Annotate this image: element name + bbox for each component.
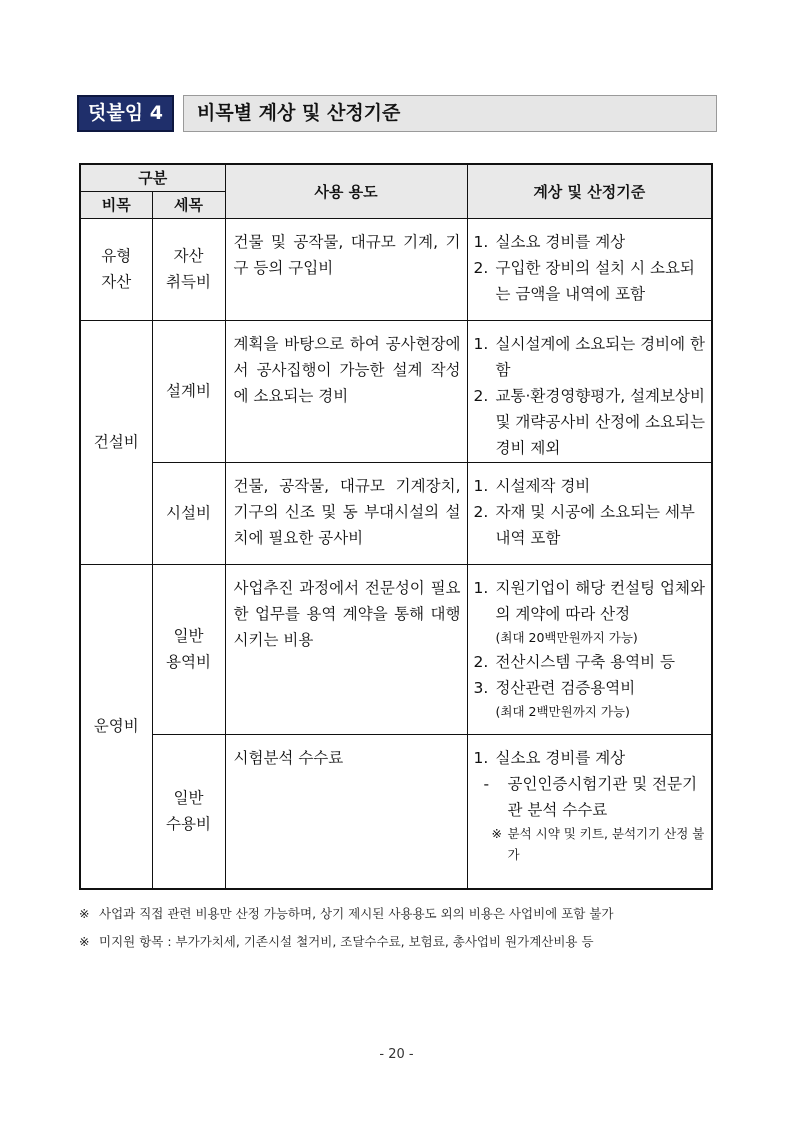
criteria-cell: 1. 실소요 경비를 계상 - 공인인증시험기관 및 전문기관 분석 수수료 ※ 분석 시약 및 키트, 분석기기 산정 불가	[467, 734, 712, 889]
table-row	[80, 734, 712, 889]
semok-cell: 자산 취득비	[152, 218, 225, 320]
attachment-tag: 덧붙임 4	[77, 95, 174, 132]
table-row	[80, 320, 712, 462]
table-row	[80, 218, 712, 320]
table-row	[80, 462, 712, 564]
semok-cell: 일반 용역비	[152, 564, 225, 734]
footnote: ※ 미지원 항목 : 부가가치세, 기존시설 철거비, 조달수수료, 보험료, 총사업비 원가계산비용 등	[79, 934, 594, 949]
footnote: ※ 사업과 직접 관련 비용만 산정 가능하며, 상기 제시된 사용용도 외의 비용은 사업비에 포함 불가	[79, 906, 614, 921]
usage-cell: 사업추진 과정에서 전문성이 필요한 업무를 용역 계약을 통해 대행시키는 비용	[225, 564, 467, 734]
table-row	[80, 564, 712, 734]
header-group: 구분	[80, 164, 225, 191]
usage-cell: 건물, 공작물, 대규모 기계장치, 기구의 신조 및 동 부대시설의 설치에 필요한 공사비	[225, 462, 467, 564]
usage-cell: 계획을 바탕으로 하여 공사현장에서 공사집행이 가능한 설계 작성에 소요되는 경비	[225, 320, 467, 462]
header-bimok: 비목	[80, 191, 152, 218]
bimok-cell: 건설비	[80, 320, 152, 564]
bimok-cell: 운영비	[80, 564, 152, 889]
semok-cell: 시설비	[152, 462, 225, 564]
page-number: - 20 -	[379, 1047, 414, 1062]
usage-cell: 건물 및 공작물, 대규모 기계, 기구 등의 구입비	[225, 218, 467, 320]
criteria-cell: 1. 시설제작 경비 2. 자재 및 시공에 소요되는 세부내역 포함	[467, 462, 712, 564]
page-title: 비목별 계상 및 산정기준	[183, 95, 717, 132]
header-semok: 세목	[152, 191, 225, 218]
criteria-cell: 1. 실시설계에 소요되는 경비에 한함 2. 교통·환경영향평가, 설계보상비 및 개략공사비 산정에 소요되는 경비 제외	[467, 320, 712, 462]
header-criteria: 계상 및 산정기준	[467, 164, 712, 218]
header-usage: 사용 용도	[225, 164, 467, 218]
semok-cell: 설계비	[152, 320, 225, 462]
cost-criteria-table	[79, 163, 713, 890]
usage-cell: 시험분석 수수료	[225, 734, 467, 889]
semok-cell: 일반 수용비	[152, 734, 225, 889]
section-header	[77, 95, 717, 132]
criteria-cell: 1. 실소요 경비를 계상 2. 구입한 장비의 설치 시 소요되는 금액을 내역에 포함	[467, 218, 712, 320]
bimok-cell: 유형 자산	[80, 218, 152, 320]
criteria-cell: 1. 지원기업이 해당 컨설팅 업체와의 계약에 따라 산정 (최대 20백만원까지 가능) 2. 전산시스템 구축 용역비 등 3. 정산관련 검증용역비 (최대 2백만원까지 가능)	[467, 564, 712, 734]
